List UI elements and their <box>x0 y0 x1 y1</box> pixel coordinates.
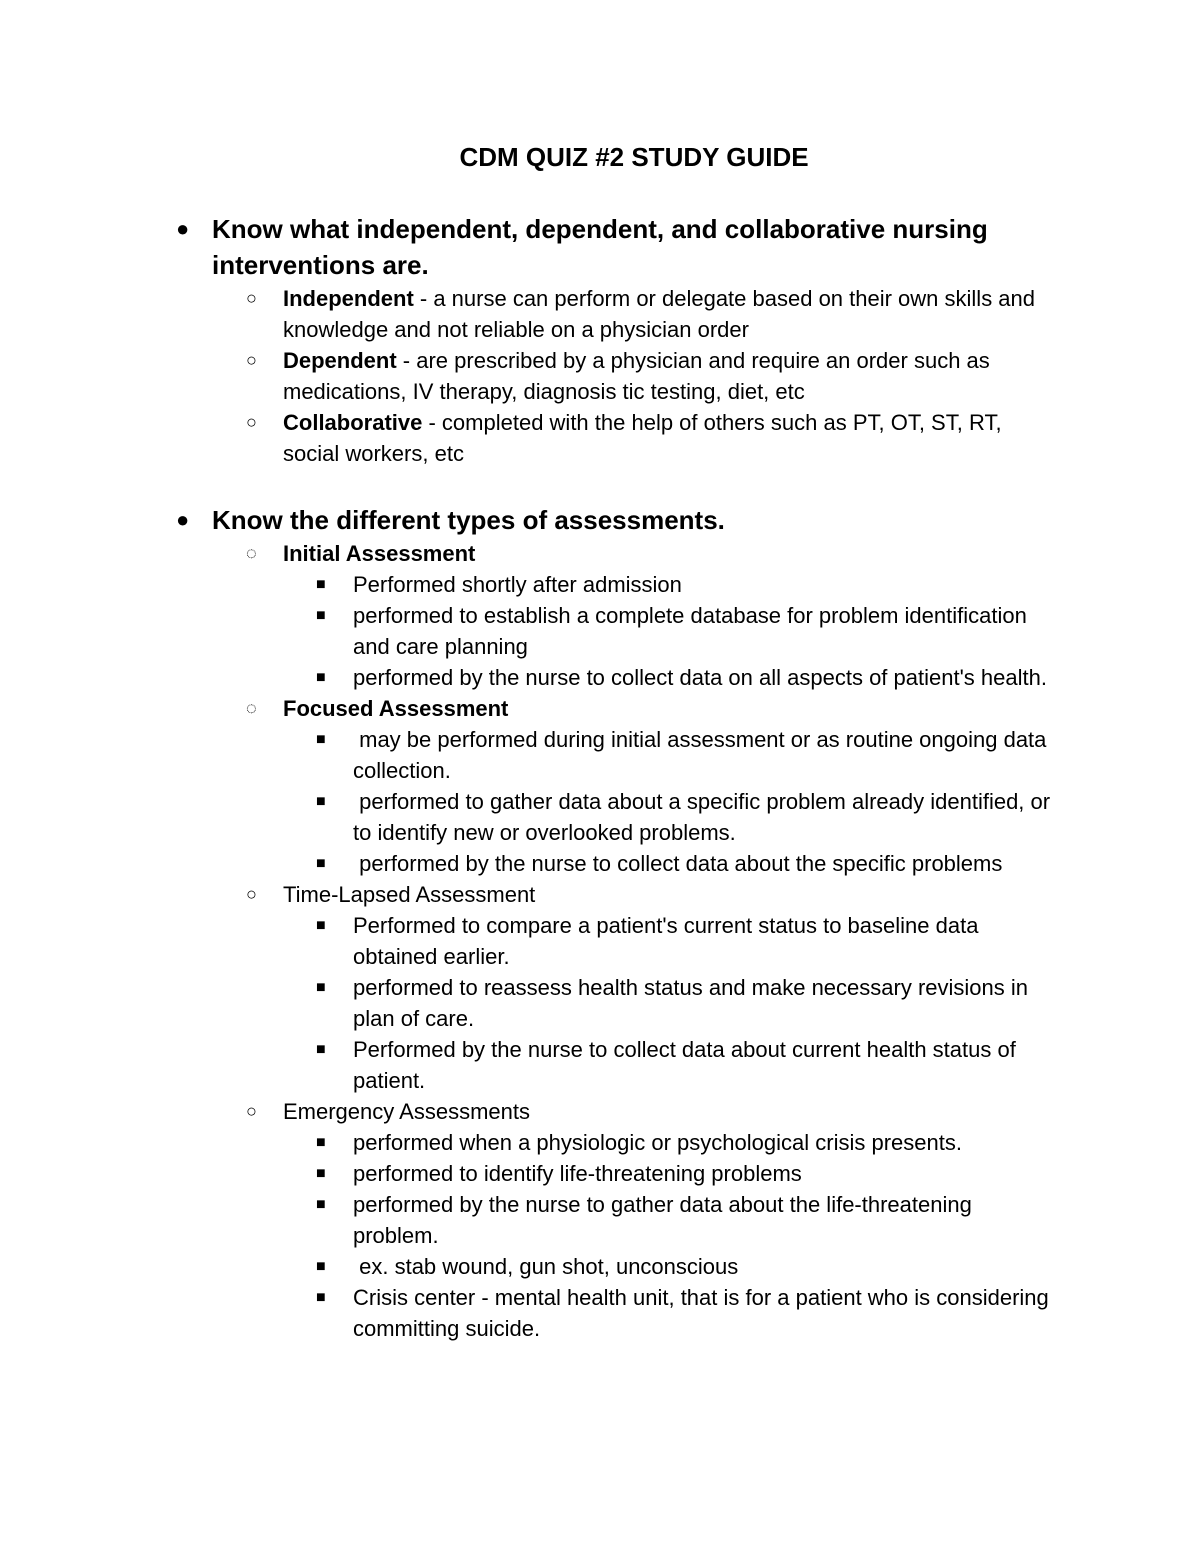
term-definition: - a nurse can perform or delegate based on their own skills and knowledge and not reliable on a physician order <box>283 286 1036 342</box>
list-item <box>0 1127 1200 1158</box>
square-bullet-icon: ■ <box>316 917 326 934</box>
term-definition: - completed with the help of others such as PT, OT, ST, RT, social workers, etc <box>283 410 1002 466</box>
point-text: ex. stab wound, gun shot, unconscious <box>353 1254 739 1279</box>
list-item <box>0 662 1200 693</box>
square-bullet-icon: ■ <box>316 1196 326 1213</box>
list-item <box>0 1189 1200 1251</box>
disc-bullet-icon: ● <box>176 216 190 241</box>
square-bullet-icon: ■ <box>316 607 326 624</box>
point-text: Performed by the nurse to collect data about current health status of patient. <box>353 1037 1016 1093</box>
assessment-type-emergency <box>0 1096 1200 1127</box>
circle-bullet-icon: ○ <box>246 412 257 432</box>
list-item <box>0 1251 1200 1282</box>
circle-bullet-icon: ○ <box>246 350 257 370</box>
square-bullet-icon: ■ <box>316 669 326 686</box>
point-text: performed to gather data about a specific problem already identified, or to identify new or overlooked problems. <box>353 789 1057 845</box>
square-bullet-icon: ■ <box>316 731 326 748</box>
list-item <box>0 407 1200 469</box>
square-bullet-icon: ■ <box>316 1134 326 1151</box>
assessment-label: Focused Assessment <box>283 696 509 721</box>
assessment-type-time-lapsed <box>0 879 1200 910</box>
term-label: Collaborative <box>283 410 423 435</box>
circle-bullet-icon: ○ <box>246 288 257 308</box>
assessment-label: Initial Assessment <box>283 541 476 566</box>
term-label: Dependent <box>283 348 397 373</box>
list-item <box>0 600 1200 662</box>
list-item <box>0 569 1200 600</box>
page-title: CDM QUIZ #2 STUDY GUIDE <box>459 142 809 172</box>
point-text: performed when a physiologic or psychological crisis presents. <box>353 1130 962 1155</box>
point-text: Performed shortly after admission <box>353 572 682 597</box>
square-bullet-icon: ■ <box>316 979 326 996</box>
point-text: Performed to compare a patient's current status to baseline data obtained earlier. <box>353 913 979 969</box>
point-text: performed by the nurse to collect data on all aspects of patient's health. <box>353 665 1047 690</box>
square-bullet-icon: ■ <box>316 576 326 593</box>
point-text: performed by the nurse to collect data about the specific problems <box>353 851 1003 876</box>
square-bullet-icon: ■ <box>316 793 326 810</box>
heading-text: Know what independent, dependent, and collaborative nursing interventions are. <box>212 214 988 280</box>
list-item <box>0 724 1200 786</box>
assessment-type-initial <box>0 538 1200 569</box>
list-item <box>0 1034 1200 1096</box>
term-label: Independent <box>283 286 414 311</box>
point-text: performed by the nurse to gather data about the life-threatening problem. <box>353 1192 972 1248</box>
heading-text: Know the different types of assessments. <box>212 505 725 535</box>
section-interventions <box>0 211 1200 469</box>
point-text: Crisis center - mental health unit, that is for a patient who is considering committing suicide. <box>353 1285 1049 1341</box>
assessment-label: Emergency Assessments <box>283 1099 530 1124</box>
assessment-type-focused <box>0 693 1200 724</box>
square-bullet-icon: ■ <box>316 1041 326 1058</box>
section-heading <box>0 502 1200 538</box>
section-heading <box>0 211 1200 283</box>
assessment-label: Time-Lapsed Assessment <box>283 882 536 907</box>
list-item <box>0 848 1200 879</box>
list-item <box>0 1282 1200 1344</box>
list-item <box>0 972 1200 1034</box>
disc-bullet-icon: ● <box>176 507 190 532</box>
list-item <box>0 910 1200 972</box>
circle-bullet-icon: ◌ <box>246 698 257 718</box>
circle-bullet-icon: ○ <box>246 884 257 904</box>
term-definition: - are prescribed by a physician and require an order such as medications, IV therapy, diagnosis tic testing, diet, etc <box>283 348 990 404</box>
circle-bullet-icon: ○ <box>246 1101 257 1121</box>
section-assessments <box>0 502 1200 1344</box>
square-bullet-icon: ■ <box>316 855 326 872</box>
point-text: performed to reassess health status and make necessary revisions in plan of care. <box>353 975 1028 1031</box>
point-text: performed to establish a complete database for problem identification and care planning <box>353 603 1027 659</box>
list-item <box>0 283 1200 345</box>
square-bullet-icon: ■ <box>316 1289 326 1306</box>
list-item <box>0 786 1200 848</box>
list-item <box>0 1158 1200 1189</box>
point-text: may be performed during initial assessment or as routine ongoing data collection. <box>353 727 1053 783</box>
list-item <box>0 345 1200 407</box>
square-bullet-icon: ■ <box>316 1258 326 1275</box>
square-bullet-icon: ■ <box>316 1165 326 1182</box>
circle-bullet-icon: ◌ <box>246 543 257 563</box>
point-text: performed to identify life-threatening problems <box>353 1161 802 1186</box>
